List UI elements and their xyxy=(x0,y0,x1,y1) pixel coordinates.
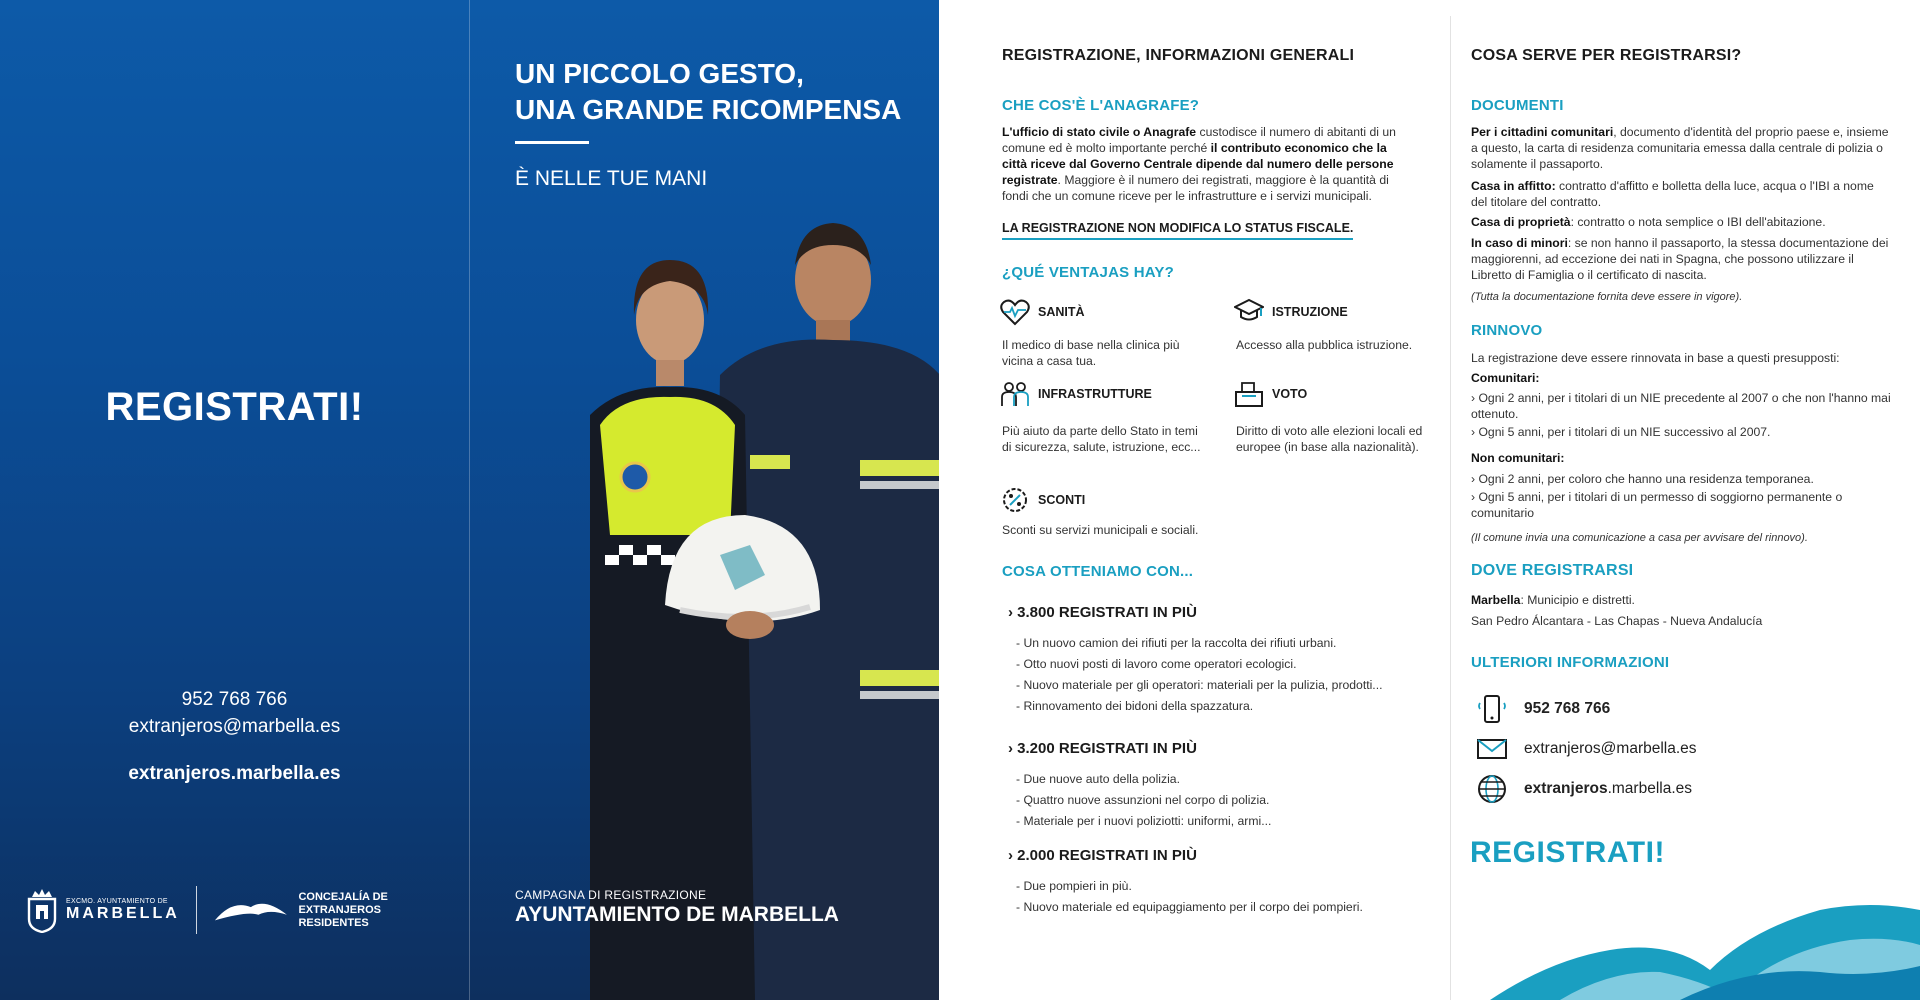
doc-text: , documento d'identità del proprio paese e, insieme a questo, la carta di residenza comunitaria emessa dalla centrale di polizia o solamente il passaporto. xyxy=(1471,125,1889,171)
list-item: - Quattro nuove assunzioni nel corpo di polizia. xyxy=(1016,793,1270,807)
campaign-label: CAMPAGNA DI REGISTRAZIONE xyxy=(515,888,707,902)
doc-text: : contratto o nota semplice o IBI dell'abitazione. xyxy=(1570,215,1826,229)
people-icon xyxy=(1000,380,1030,408)
doc-bold: Per i cittadini comunitari xyxy=(1471,125,1614,139)
decorative-waves xyxy=(1490,900,1920,1000)
list-item: - Materiale per i nuovi poliziotti: uniformi, armi... xyxy=(1016,814,1272,828)
benefit-title: VOTO xyxy=(1272,387,1308,401)
phone-number: 952 768 766 xyxy=(181,689,288,710)
renewal-subtitle: Comunitari: xyxy=(1471,371,1540,385)
concejalia-logo xyxy=(213,891,446,930)
section-title-general: REGISTRAZIONE, INFORMAZIONI GENERALI xyxy=(1002,47,1355,64)
doc-text: : se non hanno il passaporto, la stessa documentazione dei maggiorenni, ad eccezione dei nati in Spagna, che possono utilizzare il Libretto di Famiglia o il certificato di nascita. xyxy=(1471,236,1889,282)
phone-number: 952 768 766 xyxy=(1524,700,1611,717)
headline-rule xyxy=(515,141,589,144)
benefit-title: SANITÀ xyxy=(1038,305,1085,319)
benefit-voto xyxy=(1234,380,1307,408)
doc-paragraph-2 xyxy=(1471,178,1891,210)
doc-note xyxy=(1471,288,1891,305)
cover-headline xyxy=(515,56,901,128)
more-info-heading: ULTERIORI INFORMAZIONI xyxy=(1471,654,1670,671)
renewal-noncommunity-title xyxy=(1471,450,1891,466)
logo-small-text: EXCMO. AYUNTAMIENTO DE xyxy=(66,897,168,905)
benefit-title: INFRASTRUTTURE xyxy=(1038,387,1152,401)
list-item: - Otto nuovi posti di lavoro come operatori ecologici. xyxy=(1016,657,1297,671)
group-items xyxy=(1016,876,1416,918)
doc-paragraph-3 xyxy=(1471,214,1891,230)
benefit-title: ISTRUZIONE xyxy=(1272,305,1348,319)
doc-paragraph-4 xyxy=(1471,235,1891,283)
where-heading: DOVE REGISTRARSI xyxy=(1471,562,1634,579)
renewal-item: › Ogni 2 anni, per coloro che hanno una residenza temporanea. xyxy=(1471,472,1814,486)
logo-separator xyxy=(196,886,197,934)
list-item: - Due nuove auto della polizia. xyxy=(1016,772,1180,786)
officers-photo xyxy=(520,215,939,1000)
marbella-logo xyxy=(26,887,180,933)
renewal-item: › Ogni 5 anni, per i titolari di un permesso di soggiorno permanente o comunitario xyxy=(1471,490,1843,520)
benefit-text: Diritto di voto alle elezioni locali ed europee (in base alla nazionalità). xyxy=(1236,424,1423,454)
fiscal-status-note: LA REGISTRAZIONE NON MODIFICA LO STATUS FISCALE. xyxy=(1002,221,1353,240)
renewal-note xyxy=(1471,529,1891,546)
website-rest: .marbella.es xyxy=(1607,780,1693,797)
benefit-text: Il medico di base nella clinica più vicina a casa tua. xyxy=(1002,338,1180,368)
concejalia-line2: EXTRANJEROS RESIDENTES xyxy=(298,903,381,929)
contact-email[interactable] xyxy=(1476,733,1697,765)
benefit-sconti xyxy=(1000,486,1085,514)
benefit-text: Più aiuto da parte dello Stato in temi di sicurezza, salute, istruzione, ecc... xyxy=(1002,424,1201,454)
headline-line: UN PICCOLO GESTO, xyxy=(515,58,804,89)
wave-logo-icon xyxy=(213,895,289,925)
cover-subhead: È NELLE TUE MANI xyxy=(515,167,708,190)
anagrafe-heading: CHE COS'È L'ANAGRAFE? xyxy=(1002,97,1200,114)
anagrafe-text-1: custodisce il numero di abitanti di un comune ed è molto importante perché xyxy=(1002,125,1396,155)
where-line-2: San Pedro Álcantara - Las Chapas - Nueva Andalucía xyxy=(1471,614,1763,628)
doc-note-text: (Tutta la documentazione fornita deve essere in vigore). xyxy=(1471,291,1743,303)
phone-icon xyxy=(1476,693,1508,725)
obtain-heading: COSA OTTENIAMO CON... xyxy=(1002,563,1194,580)
doc-text: contratto d'affitto e bolletta della luce, acqua o l'IBI a nome del titolare del contratto. xyxy=(1471,179,1874,209)
where-text: : Municipio e distretti. xyxy=(1520,593,1635,607)
cover-background xyxy=(0,0,939,1000)
group-title: › 3.200 REGISTRATI IN PIÙ xyxy=(1008,740,1197,757)
benefit-text: Sconti su servizi municipali e sociali. xyxy=(1002,523,1199,537)
campaign-organization: AYUNTAMIENTO DE MARBELLA xyxy=(515,903,839,926)
list-item: - Nuovo materiale ed equipaggiamento per il corpo dei pompieri. xyxy=(1016,900,1363,914)
fold-divider xyxy=(469,0,470,1000)
concejalia-line1: CONCEJALÍA DE xyxy=(298,890,388,903)
doc-paragraph-1 xyxy=(1471,124,1891,172)
doc-bold: In caso di minori xyxy=(1471,236,1568,250)
anagrafe-paragraph xyxy=(1002,124,1412,204)
group-items xyxy=(1016,769,1416,832)
anagrafe-bold-1: L'ufficio di stato civile o Anagrafe xyxy=(1002,125,1197,139)
graduation-cap-icon xyxy=(1234,298,1264,326)
renewal-item: › Ogni 5 anni, per i titolari di un NIE successivo al 2007. xyxy=(1471,425,1771,439)
column-divider xyxy=(1450,16,1451,1000)
logo-big-text: MARBELLA xyxy=(66,904,180,922)
registrati-heading: REGISTRATI! xyxy=(105,385,364,429)
website-bold: extranjeros xyxy=(1524,780,1608,797)
website-link xyxy=(1524,780,1692,798)
renewal-note-text: (Il comune invia una comunicazione a casa per avvisare del rinnovo). xyxy=(1471,532,1808,544)
renewal-item: › Ogni 2 anni, per i titolari di un NIE precedente al 2007 o che non l'hanno mai ottenuto. xyxy=(1471,391,1891,421)
list-item: - Due pompieri in più. xyxy=(1016,879,1132,893)
renewal-subtitle: Non comunitari: xyxy=(1471,451,1565,465)
group-title: › 2.000 REGISTRATI IN PIÙ xyxy=(1008,847,1197,864)
list-item: - Rinnovamento dei bidoni della spazzatura. xyxy=(1016,699,1254,713)
anagrafe-text-2: . Maggiore è il numero dei registrati, maggiore è la quantità di fondi che un comune riceve per le infrastrutture e i servizi municipali. xyxy=(1002,173,1389,203)
list-item: - Un nuovo camion dei rifiuti per la raccolta dei rifiuti urbani. xyxy=(1016,636,1337,650)
renewal-intro: La registrazione deve essere rinnovata in base a questi presupposti: xyxy=(1471,351,1840,365)
heart-pulse-icon xyxy=(1000,298,1030,326)
where-bold: Marbella xyxy=(1471,593,1521,607)
where-line-1 xyxy=(1471,592,1891,608)
benefit-infrastrutture xyxy=(1000,380,1152,408)
renewal-community-title xyxy=(1471,370,1891,386)
doc-bold: Casa di proprietà xyxy=(1471,215,1571,229)
group-title: › 3.800 REGISTRATI IN PIÙ xyxy=(1008,604,1197,621)
email-address[interactable]: extranjeros@marbella.es xyxy=(128,716,341,737)
contact-website[interactable] xyxy=(1476,773,1692,805)
benefit-text: Accesso alla pubblica istruzione. xyxy=(1236,338,1413,352)
section-title-requirements: COSA SERVE PER REGISTRARSI? xyxy=(1471,47,1742,64)
discount-badge-icon xyxy=(1000,486,1030,514)
mail-icon xyxy=(1476,733,1508,765)
renewal-heading: RINNOVO xyxy=(1471,322,1543,339)
registrati-footer: REGISTRATI! xyxy=(1470,836,1665,869)
doc-bold: Casa in affitto: xyxy=(1471,179,1556,193)
coat-of-arms-icon xyxy=(26,887,58,933)
documents-heading: DOCUMENTI xyxy=(1471,97,1564,114)
website-link[interactable]: extranjeros.marbella.es xyxy=(128,763,341,784)
list-item: - Nuovo materiale per gli operatori: materiali per la pulizia, prodotti... xyxy=(1016,678,1383,692)
benefit-istruzione xyxy=(1234,298,1348,326)
benefit-title: SCONTI xyxy=(1038,493,1086,507)
back-contact-block xyxy=(0,686,469,787)
benefits-heading: ¿QUÉ VENTAJAS HAY? xyxy=(1002,264,1174,281)
ballot-box-icon xyxy=(1234,380,1264,408)
anagrafe-bold-2: il contributo economico che la città riceve dal Governo Centrale dipende dal numero delle persone registrate xyxy=(1002,141,1394,187)
globe-icon xyxy=(1476,773,1508,805)
headline-line: UNA GRANDE RICOMPENSA xyxy=(515,94,902,125)
group-items xyxy=(1016,633,1416,717)
email-address: extranjeros@marbella.es xyxy=(1524,740,1697,757)
contact-phone[interactable] xyxy=(1476,693,1610,725)
logos-bar xyxy=(26,882,446,938)
benefit-sanita xyxy=(1000,298,1085,326)
